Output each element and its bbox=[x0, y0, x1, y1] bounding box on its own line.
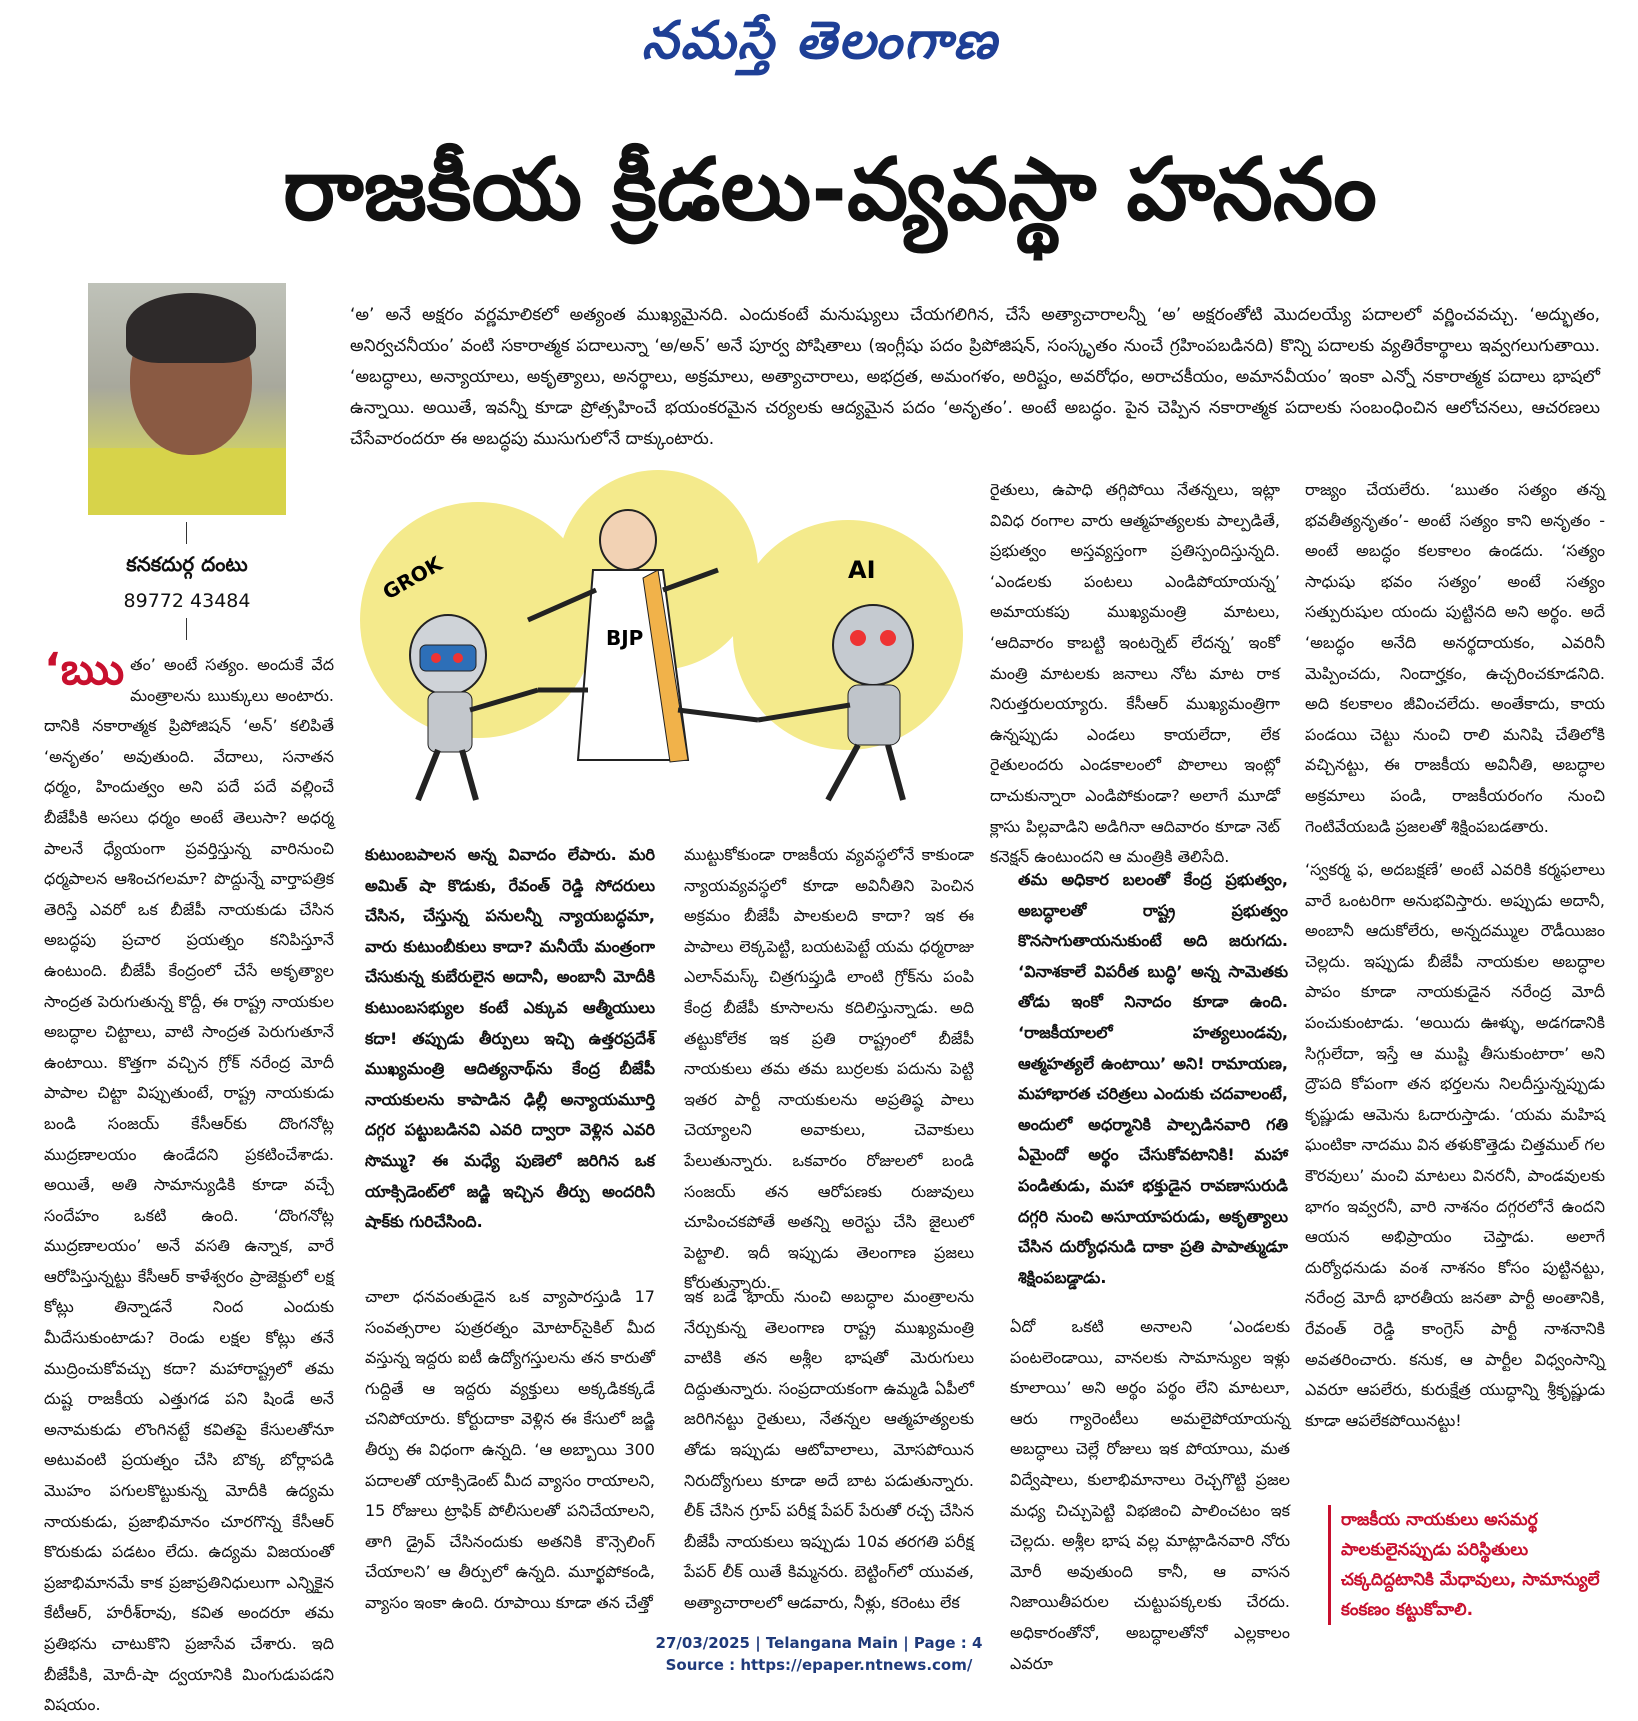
column-5-top: రాజ్యం చేయలేరు. ‘ఋతం సత్యం తన్న భవతీత్యనృతం’- అంటే సత్యం కాని అనృతం - అంటే అబద్ధం కలకాలం ఉండదు. ‘సత్యం సాధుషు భవం సత్యం’ అంటే సత్యం సత్పురుషుల యందు పుట్టినది అని అర్థం. అదే ‘అబద్ధం అనేది అనర్థదాయకం, ఎవరినీ మెప్పించదు, నిందార్హకం, ఉచ్చరించకూడనిది. అది కలకాలం జీవించలేదు. అంతేకాదు, కాయ పండయి చెట్టు నుంచి రాలి మనిషి చేతిలోకి వచ్చినట్టు, ఈ రాజకీయ అవినీతి, అబద్ధాల అక్రమాలు పండి, రాజకీయరంగం నుంచి గెంటివేయబడి ప్రజలతో శిక్షింపబడతారు. bbox=[1305, 480, 1605, 836]
intro-paragraph: ‘అ’ అనే అక్షరం వర్ణమాలికలో అత్యంత ముఖ్యమైనది. ఎందుకంటే మనుష్యులు చేయగలిగిన, చేసే అత్యాచారాలన్నీ ‘అ’ అక్షరంతోటి మొదలయ్యే పదాలలో వర్ణించవచ్చు. ‘అద్భుతం, అనిర్వచనీయం’ వంటి సకారాత్మక పదాలున్నా ‘అ/అన్’ అనే పూర్వ పోషితాలు (ఇంగ్లీషు పదం ప్రిపోజిషన్, సంస్కృతం నుంచే గ్రహింపబడినది) కొన్ని పదాలకు వ్యతిరేకార్థాలు ఇవ్వగలుగుతాయి. ‘అబద్ధాలు, అన్యాయాలు, అకృత్యాలు, అనర్థాలు, అక్రమాలు, అత్యాచారాలు, అభద్రత, అమంగళం, అరిష్టం, అవరోధం, అరాచకీయం, అమానవీయం’ ఇంకా ఎన్నో నకారాత్మక పదాలు భాషలో ఉన్నాయి. అయితే, ఇవన్నీ కూడా ప్రోత్సహించే భయంకరమైన చర్యలకు ఆద్యమైన పదం ‘అనృతం’. అంటే అబద్ధం. పైన చెప్పిన నకారాత్మక పదాలకు సంబంధించిన ఆలోచనలు, ఆచరణలు చేసేవారందరూ ఈ అబద్ధపు ముసుగులోనే దాక్కుంటారు. bbox=[350, 305, 1600, 449]
headline: రాజకీయ క్రీడలు-వ్యవస్థా హననం bbox=[283, 140, 1377, 240]
divider bbox=[186, 618, 187, 640]
column-4-bottom: ఏదో ఒకటి అనాలని ‘ఎండలకు పంటలెండాయి, వానలకు సామాన్యుల ఇళ్లు కూలాయి’ అని అర్థం పర్థం లేని మాటలూ, ఆరు గ్యారెంటీలు అమలైపోయాయన్న అబద్ధాలు చెల్లే రోజులు ఇక పోయాయి, మత విద్వేషాలు, కులాభిమానాలు రెచ్చగొట్టి ప్రజల మధ్య చిచ్చుపెట్టి విభజించి పాలించటం ఇక చెల్లదు. అశ్లీల భాష వల్ల మాట్లాడినవారి నోరు మోరీ అవుతుంది కానీ, ఆ వాసన నిజాయితీపరుల చుట్టుపక్కలకు చేరదు. అధికారంతోనో, అబద్ధాలతోనో ఎల్లకాలం ఎవరూ bbox=[1010, 1317, 1290, 1673]
column-2-top: కుటుంబపాలన అన్న వివాదం లేపారు. మరి అమిత్ షా కొడుకు, రేవంత్ రెడ్డి సోదరులు చేసిన, చేస్తున్న పనులన్నీ న్యాయబద్ధమా, వారు కుటుంబీకులు కాదా? మనీయే మంత్రంగా చేసుకున్న కుబేరులైన అదానీ, అంబానీ మోదీకి కుటుంబసభ్యుల కంటే ఎక్కువ ఆత్మీయులు కదా! తప్పుడు తీర్పులు ఇచ్చి ఉత్తరప్రదేశ్ ముఖ్యమంత్రి ఆదిత్యనాథ్‌ను కేంద్ర బీజేపీ నాయకులను కాపాడిన ఢిల్లీ అన్యాయమూర్తి దగ్గర పట్టుబడినవి ఎవరి ద్వారా వెళ్లిన ఎవరి సొమ్ము? ఈ మధ్యే పుణెలో జరిగిన ఒక యాక్సిడెంట్‌లో జడ్జి ఇచ్చిన తీర్పు అందరినీ షాక్‌కు గురిచేసింది. bbox=[365, 845, 655, 1232]
author-photo bbox=[88, 283, 286, 515]
footer-date-page: 27/03/2025 | Telangana Main | Page : 4 bbox=[655, 1634, 983, 1652]
column-2-bottom: చాలా ధనవంతుడైన ఒక వ్యాపారస్తుడి 17 సంవత్సరాల పుత్రరత్నం మోటార్‌సైకిల్ మీద వస్తున్న ఇద్దరు ఐటీ ఉద్యోగస్తులను తన కారుతో గుద్దితే ఆ ఇద్దరు వ్యక్తులు అక్కడికక్కడే చనిపోయారు. కోర్టుదాకా వెళ్లిన ఈ కేసులో జడ్జి తీర్పు ఈ విధంగా ఉన్నది. ‘ఆ అబ్బాయి 300 పదాలతో యాక్సిడెంట్ మీద వ్యాసం రాయాలని, 15 రోజులు ట్రాఫిక్ పోలీసులతో పనిచేయాలని, తాగి డ్రైవ్ చేసినందుకు అతనికి కౌన్సెలింగ్ చేయాలని’ ఆ తీర్పులో ఉన్నది. మూర్ఖపోకండి, వ్యాసం ఇంకా ఉంది. రూపాయి కూడా తన చేత్తో bbox=[365, 1287, 655, 1612]
column-1 bbox=[44, 644, 334, 1721]
footer-source: Source : https://epaper.ntnews.com/ bbox=[665, 1656, 973, 1674]
column-4-top: రైతులు, ఉపాధి తగ్గిపోయి నేతన్నలు, ఇట్లా వివిధ రంగాల వారు ఆత్మహత్యలకు పాల్పడితే, ప్రభుత్వం అస్తవ్యస్తంగా ప్రతిస్పందిస్తున్నది. ‘ఎండలకు పంటలు ఎండిపోయాయన్న’ అమాయకపు ముఖ్యమంత్రి మాటలు, ‘ఆదివారం కాబట్టి ఇంటర్నెట్ లేదన్న’ ఇంకో మంత్రి మాటలకు జనాలు నోట మాట రాక నిరుత్తరులయ్యారు. కేసీఆర్ ముఖ్యమంత్రిగా ఉన్నప్పుడు ఎండలు కాయలేదా, లేక రైతులందరు ఎండకాలంలో పొలాలు ఇంట్లో దాచుకున్నారా ఎండిపోకుండా? అలాగే మూడో క్లాసు పిల్లవాడిని అడిగినా ఆదివారం కూడా నెట్ కనెక్షన్ ఉంటుందని ఆ మంత్రికి తెలిసేది. bbox=[990, 480, 1280, 867]
column-1-text: తం’ అంటే సత్యం. అందుకే వేద మంత్రాలను ఋక్కులు అంటారు. దానికి నకారాత్మక ప్రిపోజిషన్ ‘అన్’ కలిపితే ‘అనృతం’ అవుతుంది. వేదాలు, సనాతన ధర్మం, హిందుత్వం అని పదే పదే వల్లించే బీజేపీకి అసలు ధర్మం అంటే తెలుసా? అధర్మ పాలనే ధ్యేయంగా ప్రవర్తిస్తున్న వారినుంచి ధర్మపాలన ఆశించగలమా? పొద్దున్నే వార్తాపత్రిక తెరిస్తే ఎవరో ఒక బీజేపీ నాయకుడు చేసిన అబద్ధపు ప్రచార ప్రయత్నం కనిపిస్తూనే ఉంటుంది. బీజేపీ కేంద్రంలో చేసే అకృత్యాల సాంద్రత పెరుగుతున్న కొద్దీ, ఈ రాష్ట్ర నాయకుల అబద్ధాల చిట్టాలు, వాటి సాంద్రత పెరుగుతూనే ఉంటాయి. కొత్తగా వచ్చిన గ్రోక్ నరేంద్ర మోదీ పాపాల చిట్టా విప్పుతుంటే, రాష్ట్ర నాయకుడు బండి సంజయ్ కేసీఆర్‌కు దొంగనోట్ల ముద్రణాలయం ఉండేదని ప్రకటించేశాడు. అయితే, అతి సామాన్యుడికి కూడా వచ్చే సందేహం ఒకటి ఉంది. ‘దొంగనోట్ల ముద్రణాలయం’ అనే వసతి ఉన్నాక, వారే ఆరోపిస్తున్నట్టు కేసీఆర్ కాళేశ్వరం ప్రాజెక్టులో లక్ష కోట్లు తిన్నాడనే నింద ఎందుకు మీదేసుకుంటాడు? రెండు లక్షల కోట్లు తనే ముద్రించుకోవచ్చు కదా? మహారాష్ట్రలో తమ దుష్ట రాజకీయ ఎత్తుగడ పని షిండే అనే అనామకుడు లొంగినట్టే కవితపై కేసులతోనూ అటువంటి ప్రయత్నం చేసి బొక్క బోర్లాపడి మొహం పగులకొట్టుకున్న మోదీకి ఉద్యమ నాయకుడు, ప్రజాభిమానం చూరగొన్న కేసీఆర్ కొరుకుడు పడటం లేదు. ఉద్యమ విజయంతో ప్రజాభిమానమే కాక ప్రజాప్రతినిధులుగా ఎన్నికైన కేటీఆర్, హరీశ్‌రావు, కవిత అందరూ తమ ప్రతిభను చాటుకొని ప్రజాసేవ చేశారు. ఇది బీజేపీకి, మోదీ-షా ద్వయానికి మింగుడుపడని విషయం. bbox=[44, 655, 334, 1715]
cartoon-label-grok: GROK bbox=[378, 551, 447, 605]
dropcap: ‘ఋ bbox=[44, 644, 125, 695]
political-cartoon bbox=[358, 470, 978, 820]
column-3-bottom: ఇక బడే భాయ్ నుంచి అబద్ధాల మంత్రాలను నేర్చుకున్న తెలంగాణ రాష్ట్ర ముఖ్యమంత్రి వాటికి తన అశ్లీల భాషతో మెరుగులు దిద్దుతున్నారు. సంప్రదాయకంగా ఉమ్మడి ఏపీలో జరిగినట్టు రైతులు, నేతన్నల ఆత్మహత్యలకు తోడు ఇప్పుడు ఆటోవాలాలు, మోసపోయిన నిరుద్యోగులు కూడా అదే బాట పడుతున్నారు. లీక్ చేసిన గ్రూప్ పరీక్ష పేపర్ పేరుతో రచ్చ చేసిన బీజేపీ నాయకులు ఇప్పుడు 10వ తరగతి పరీక్ష పేపర్ లీక్ యితే కిమ్మనరు. బెట్టింగ్‌లో యువత, అత్యాచారాలలో ఆడవారు, నీళ్లు, కరెంటు లేక bbox=[684, 1287, 974, 1612]
author-name: కనకదుర్గ దంటు bbox=[126, 552, 248, 576]
column-5-bottom: ‘స్వకర్మ ఫ, అదబక్షణే’ అంటే ఎవరికి కర్మఫలాలు వారే ఒంటరిగా అనుభవిస్తారు. అప్పుడు అదానీ, అంబానీ ఆదుకోలేరు, అన్నదమ్ముల రౌడీయిజం చెల్లదు. ఇప్పుడు బీజేపీ నాయకుల అబద్ధాల పాపం కూడా నాయకుడైన నరేంద్ర మోదీ పంచుకుంటాడు. ‘అయిదు ఊళ్ళు, అడగడానికి సిగ్గులేదా, ఇస్తే ఆ ముష్టి తీసుకుంటారా’ అని ద్రౌపది కోపంగా తన భర్తలను నిలదీస్తున్నప్పుడు కృష్ణుడు ఆమెను ఓదారుస్తాడు. ‘యమ మహిష ఘంటికా నాదము విన తళుకొత్తెడు చిత్తముల్ గల కౌరవులు’ మంచి మాటలు వినరనీ, పాండవులకు భాగం ఇవ్వరనీ, వారి నాశనం దగ్గరలోనే ఉందని ఆయన అభిప్రాయం చెప్తాడు. అలాగే దుర్యోధనుడు వంశ నాశనం కోసం పుట్టినట్టు, నరేంద్ర మోదీ భారతీయ జనతా పార్టీ అంతానికి, రేవంత్ రెడ్డి కాంగ్రెస్ పార్టీ నాశనానికి అవతరించారు. కనుక, ఆ పార్టీల విధ్వంసాన్ని ఎవరూ ఆపలేరు, కురుక్షేత్ర యుద్ధాన్ని శ్రీకృష్ణుడు కూడా ఆపలేకపోయినట్టు! bbox=[1305, 860, 1605, 1430]
column-4-boxed: తమ అధికార బలంతో కేంద్ర ప్రభుత్వం, అబద్ధాలతో రాష్ట్ర ప్రభుత్వం కొనసాగుతాయనుకుంటే అది జరుగదు. ‘వినాశకాలే విపరీత బుద్ధి’ అన్న సామెతకు తోడు ఇంకో నినాదం కూడా ఉంది. ‘రాజకీయాలలో హత్యలుండవు, ఆత్మహత్యలే ఉంటాయి’ అని! రామాయణ, మహాభారత చరిత్రలు ఎందుకు చదవాలంటే, అందులో అధర్మానికి పాల్పడినవారి గతి ఏమైందో అర్థం చేసుకోవటానికి! మహా పండితుడు, మహా భక్తుడైన రావణాసురుడి దగ్గరి నుంచి అసూయాపరుడు, అకృత్యాలు చేసిన దుర్యోధనుడి దాకా ప్రతి పాపాత్ముడూ శిక్షింపబడ్డాడు. bbox=[1018, 870, 1288, 1287]
author-phone: 89772 43484 bbox=[123, 590, 251, 612]
divider bbox=[186, 522, 187, 544]
footer bbox=[0, 1632, 1638, 1676]
column-3-top: ముట్టుకోకుండా రాజకీయ వ్యవస్థలోనే కాకుండా న్యాయవ్యవస్థలో కూడా అవినీతిని పెంచిన అక్రమం బీజేపీ పాలకులది కాదా? ఇక ఈ పాపాలు లెక్కపెట్టి, బయటపెట్టే యమ ధర్మరాజు ఎలాన్‌మస్క్ చిత్రగుప్తుడి లాంటి గ్రోక్‌ను పంపి కేంద్ర బీజేపీ కూసాలను కదిలిస్తున్నాడు. అది తట్టుకోలేక ఇక ప్రతి రాష్ట్రంలో బీజేపీ నాయకులు తమ తమ బుర్రలకు పదును పెట్టి ఇతర పార్టీ నాయకులను అప్రతిష్ఠ పాలు చెయ్యాలని అవాకులు, చెవాకులు పేలుతున్నారు. ఒకవారం రోజులలో బండి సంజయ్ తన ఆరోపణకు రుజువులు చూపించకపోతే అతన్ని అరెస్టు చేసి జైలులో పెట్టాలి. ఇదీ ఇప్పుడు తెలంగాణ ప్రజలు కోరుతున్నారు. bbox=[684, 845, 974, 1293]
masthead: నమస్తే తెలంగాణ bbox=[641, 10, 999, 71]
cartoon-label-bjp: BJP bbox=[606, 626, 644, 650]
cartoon-label-ai: AI bbox=[848, 556, 876, 584]
pull-quote: రాజకీయ నాయకులు అసమర్థ పాలకులైనప్పుడు పరిస్థితులు చక్కదిద్దటానికి మేధావులు, సామాన్యులే కంకణం కట్టుకోవాలి. bbox=[1328, 1505, 1619, 1625]
